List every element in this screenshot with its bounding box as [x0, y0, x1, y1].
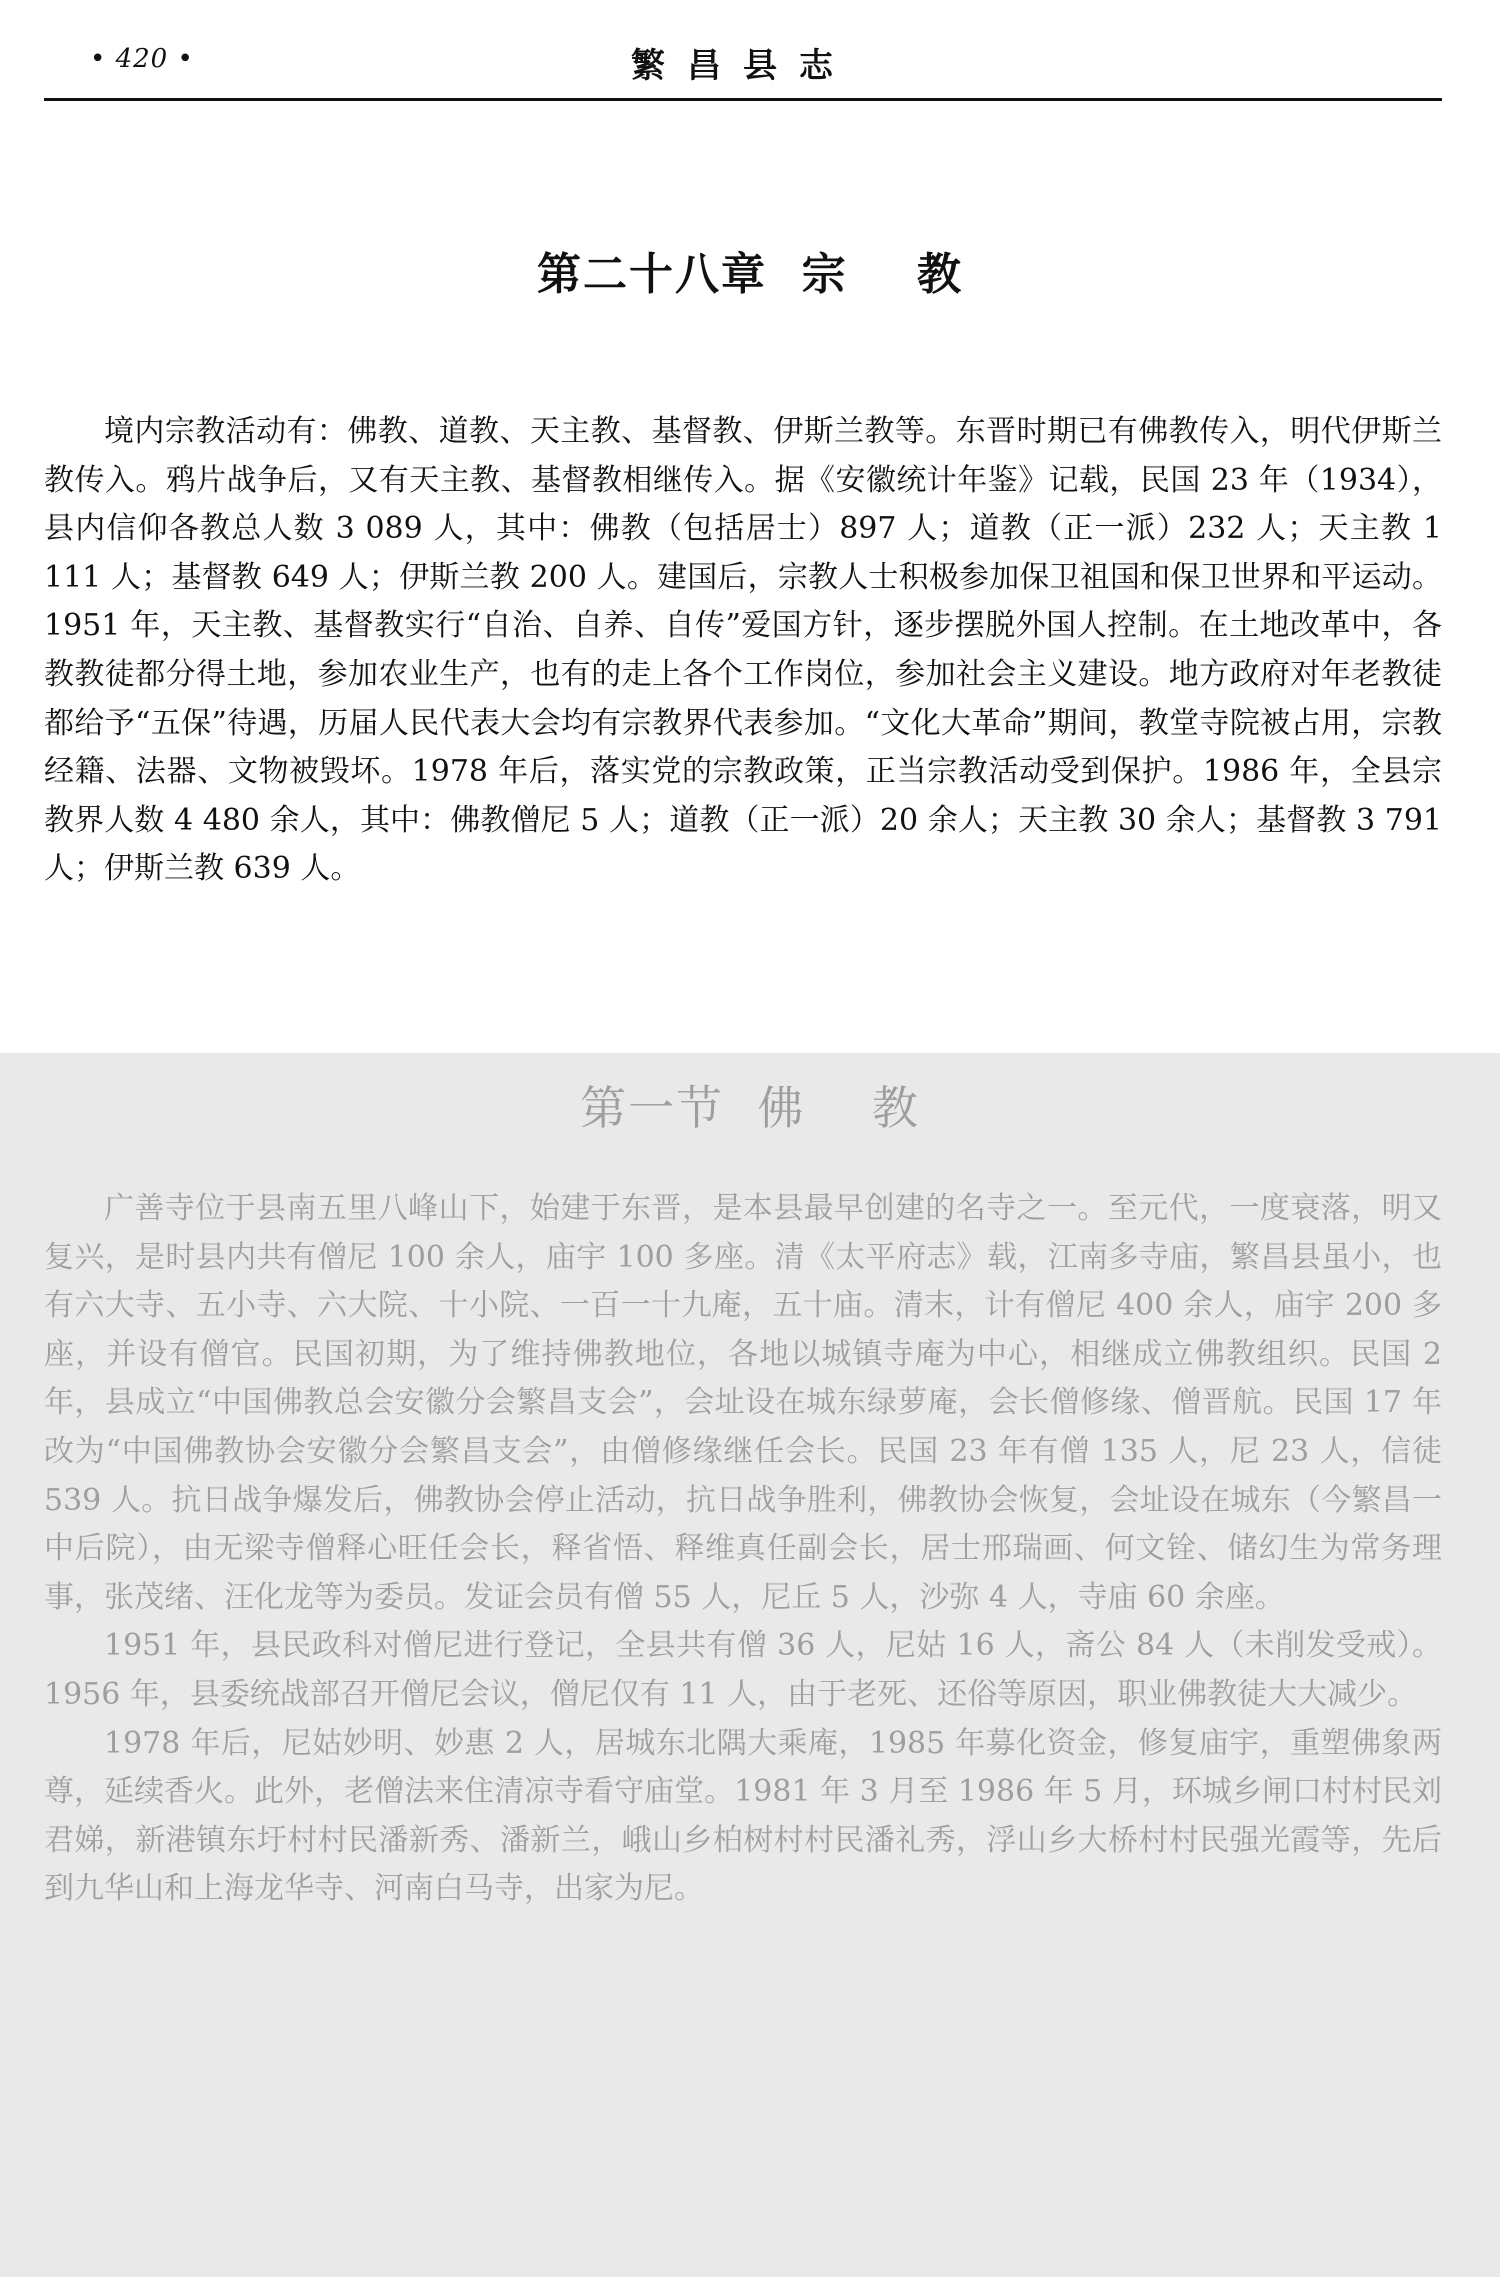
section-title: 第一节 佛 教	[580, 1081, 920, 1135]
section-buddhism	[0, 1053, 1500, 2277]
chapter-title: 第二十八章 宗 教	[537, 249, 963, 300]
running-title: 繁昌县志	[631, 46, 855, 86]
section-paragraph: 1978 年后，尼姑妙明、妙惠 2 人，居城东北隅大乘庵，1985 年募化资金，修复庙宇，重塑佛象两尊，延续香火。此外，老僧法来住清凉寺看守庙堂。1981 年 3 月至 1986 年 5 月，环城乡闸口村村民刘君娣，新港镇东圩村村民潘新秀、潘新兰，峨山乡柏树村村民潘礼秀，浮山乡大桥村村民强光霞等，先后到九华山和上海龙华寺、河南白马寺，出家为尼。	[44, 1725, 1442, 1907]
page-number: • 420 •	[90, 44, 194, 74]
page-header	[44, 38, 1442, 101]
section-paragraph: 广善寺位于县南五里八峰山下，始建于东晋，是本县最早创建的名寺之一。至元代，一度衰落，明又复兴，是时县内共有僧尼 100 余人，庙宇 100 多座。清《太平府志》载，江南多寺庙，繁昌县虽小，也有六大寺、五小寺、六大院、十小院、一百一十九庵，五十庙。清末，计有僧尼 400 余人，庙宇 200 多座，并设有僧官。民国初期，为了维持佛教地位，各地以城镇寺庵为中心，相继成立佛教组织。民国 2 年，县成立“中国佛教总会安徽分会繁昌支会”，会址设在城东绿萝庵，会长僧修缘、僧晋航。民国 17 年改为“中国佛教协会安徽分会繁昌支会”，由僧修缘继任会长。民国 23 年有僧 135 人，尼 23 人，信徒 539 人。抗日战争爆发后，佛教协会停止活动，抗日战争胜利，佛教协会恢复，会址设在城东（今繁昌一中后院），由无梁寺僧释心旺任会长，释省悟、释维真任副会长，居士邢瑞画、何文铨、储幻生为常务理事，张茂绪、汪化龙等为委员。发证会员有僧 55 人，尼丘 5 人，沙弥 4 人，寺庙 60 余座。	[44, 1191, 1442, 1615]
section-paragraph: 1951 年，县民政科对僧尼进行登记，全县共有僧 36 人，尼姑 16 人，斋公 84 人（未削发受戒）。1956 年，县委统战部召开僧尼会议，僧尼仅有 11 人，由于老死、还俗等原因，职业佛教徒大大减少。	[44, 1628, 1442, 1712]
section-text	[44, 1185, 1442, 1914]
intro-paragraph: 境内宗教活动有：佛教、道教、天主教、基督教、伊斯兰教等。东晋时期已有佛教传入，明代伊斯兰教传入。鸦片战争后，又有天主教、基督教相继传入。据《安徽统计年鉴》记载，民国 23 年（1934），县内信仰各教总人数 3 089 人，其中：佛教（包括居士）897 人；道教（正一派）232 人；天主教 1 111 人；基督教 649 人；伊斯兰教 200 人。建国后，宗教人士积极参加保卫祖国和保卫世界和平运动。1951 年，天主教、基督教实行“自治、自养、自传”爱国方针，逐步摆脱外国人控制。在土地改革中，各教教徒都分得土地，参加农业生产，也有的走上各个工作岗位，参加社会主义建设。地方政府对年老教徒都给予“五保”待遇，历届人民代表大会均有宗教界代表参加。“文化大革命”期间，教堂寺院被占用，宗教经籍、法器、文物被毁坏。1978 年后，落实党的宗教政策，正当宗教活动受到保护。1986 年，全县宗教界人数 4 480 余人，其中：佛教僧尼 5 人；道教（正一派）20 余人；天主教 30 余人；基督教 3 791 人；伊斯兰教 639 人。	[44, 414, 1442, 887]
intro-text	[44, 408, 1442, 894]
